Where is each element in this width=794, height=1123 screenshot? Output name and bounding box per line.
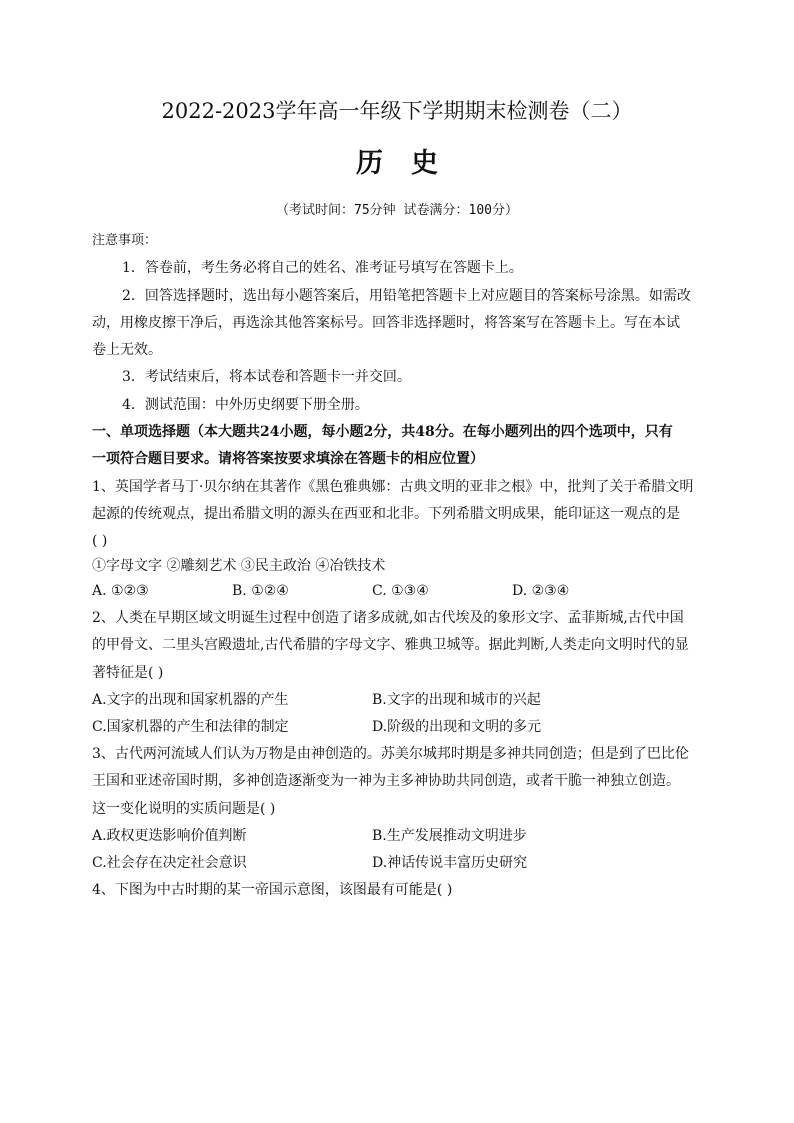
notice-item: 4．测试范围：中外历史纲要下册全册。 [122, 397, 369, 413]
question-text: 这一变化说明的实质问题是( ) [92, 801, 276, 817]
option-a: A. ①②③ [92, 583, 149, 599]
option-b: B. ①②④ [232, 583, 289, 599]
section-heading: 一项符合题目要求。请将答案按要求填涂在答题卡的相应位置） [92, 451, 484, 467]
notice-item: 2．回答选择题时，选出每小题答案后，用铅笔把答题卡上对应题目的答案标号涂黑。如需改 [122, 288, 691, 304]
subject-title: 历史 [356, 148, 466, 179]
question-text: 2、人类在早期区域文明诞生过程中创造了诸多成就,如古代埃及的象形文字、孟菲斯城,古代中国 [92, 610, 684, 626]
exam-info: （考试时间：75分钟 试卷满分：100分） [276, 203, 518, 218]
option-b: B.生产发展推动文明进步 [372, 828, 527, 844]
notice-heading: 注意事项： [92, 233, 158, 248]
notice-item: 1．答卷前，考生务必将自己的姓名、准考证号填写在答题卡上。 [122, 260, 523, 276]
option-d: D.神话传说丰富历史研究 [372, 855, 528, 871]
option-c: C.国家机器的产生和法律的制定 [92, 719, 289, 735]
option-c: C.社会存在决定社会意识 [92, 855, 247, 871]
question-text: 起源的传统观点，提出希腊文明的源头在西亚和北非。下列希腊文明成果，能印证这一观点的是 [92, 506, 680, 522]
notice-item: 卷上无效。 [92, 342, 162, 358]
question-text: 的甲骨文、二里头宫殿遗址,古代希腊的字母文字、雅典卫城等。据此判断,人类走向文明时代的显 [92, 637, 689, 653]
option-d: D. ②③④ [512, 583, 570, 599]
question-text: 3、古代两河流域人们认为万物是由神创造的。苏美尔城邦时期是多神共同创造；但是到了巴比伦 [92, 746, 689, 762]
notice-item: 3．考试结束后，将本试卷和答题卡一并交回。 [122, 369, 411, 385]
question-text: ( ) [92, 533, 108, 549]
question-text: 王国和亚述帝国时期，多神创造逐渐变为一神为主多神协助共同创造，或者干脆一神独立创造。 [92, 773, 680, 789]
option-c: C. ①③④ [372, 583, 429, 599]
option-a: A.政权更迭影响价值判断 [92, 828, 247, 844]
question-text: 4、下图为中古时期的某一帝国示意图，该图最有可能是( ) [92, 882, 453, 898]
option-b: B.文字的出现和城市的兴起 [372, 692, 541, 708]
notice-item: 动，用橡皮擦干净后，再选涂其他答案标号。回答非选择题时，将答案写在答题卡上。写在本试 [92, 315, 680, 331]
section-heading: 一、单项选择题（本大题共24小题，每小题2分，共48分。在每小题列出的四个选项中，只有 [92, 424, 673, 440]
option-d: D.阶级的出现和文明的多元 [372, 719, 542, 735]
exam-title: 2022-2023学年高一年级下学期期末检测卷（二） [161, 99, 633, 123]
option-a: A.文字的出现和国家机器的产生 [92, 692, 289, 708]
question-text: 著特征是( ) [92, 665, 164, 681]
question-items: ①字母文字 ②雕刻艺术 ③民主政治 ④冶铁技术 [92, 558, 386, 574]
question-text: 1、英国学者马丁·贝尔纳在其著作《黑色雅典娜：古典文明的亚非之根》中，批判了关于希腊文明 [92, 479, 694, 495]
